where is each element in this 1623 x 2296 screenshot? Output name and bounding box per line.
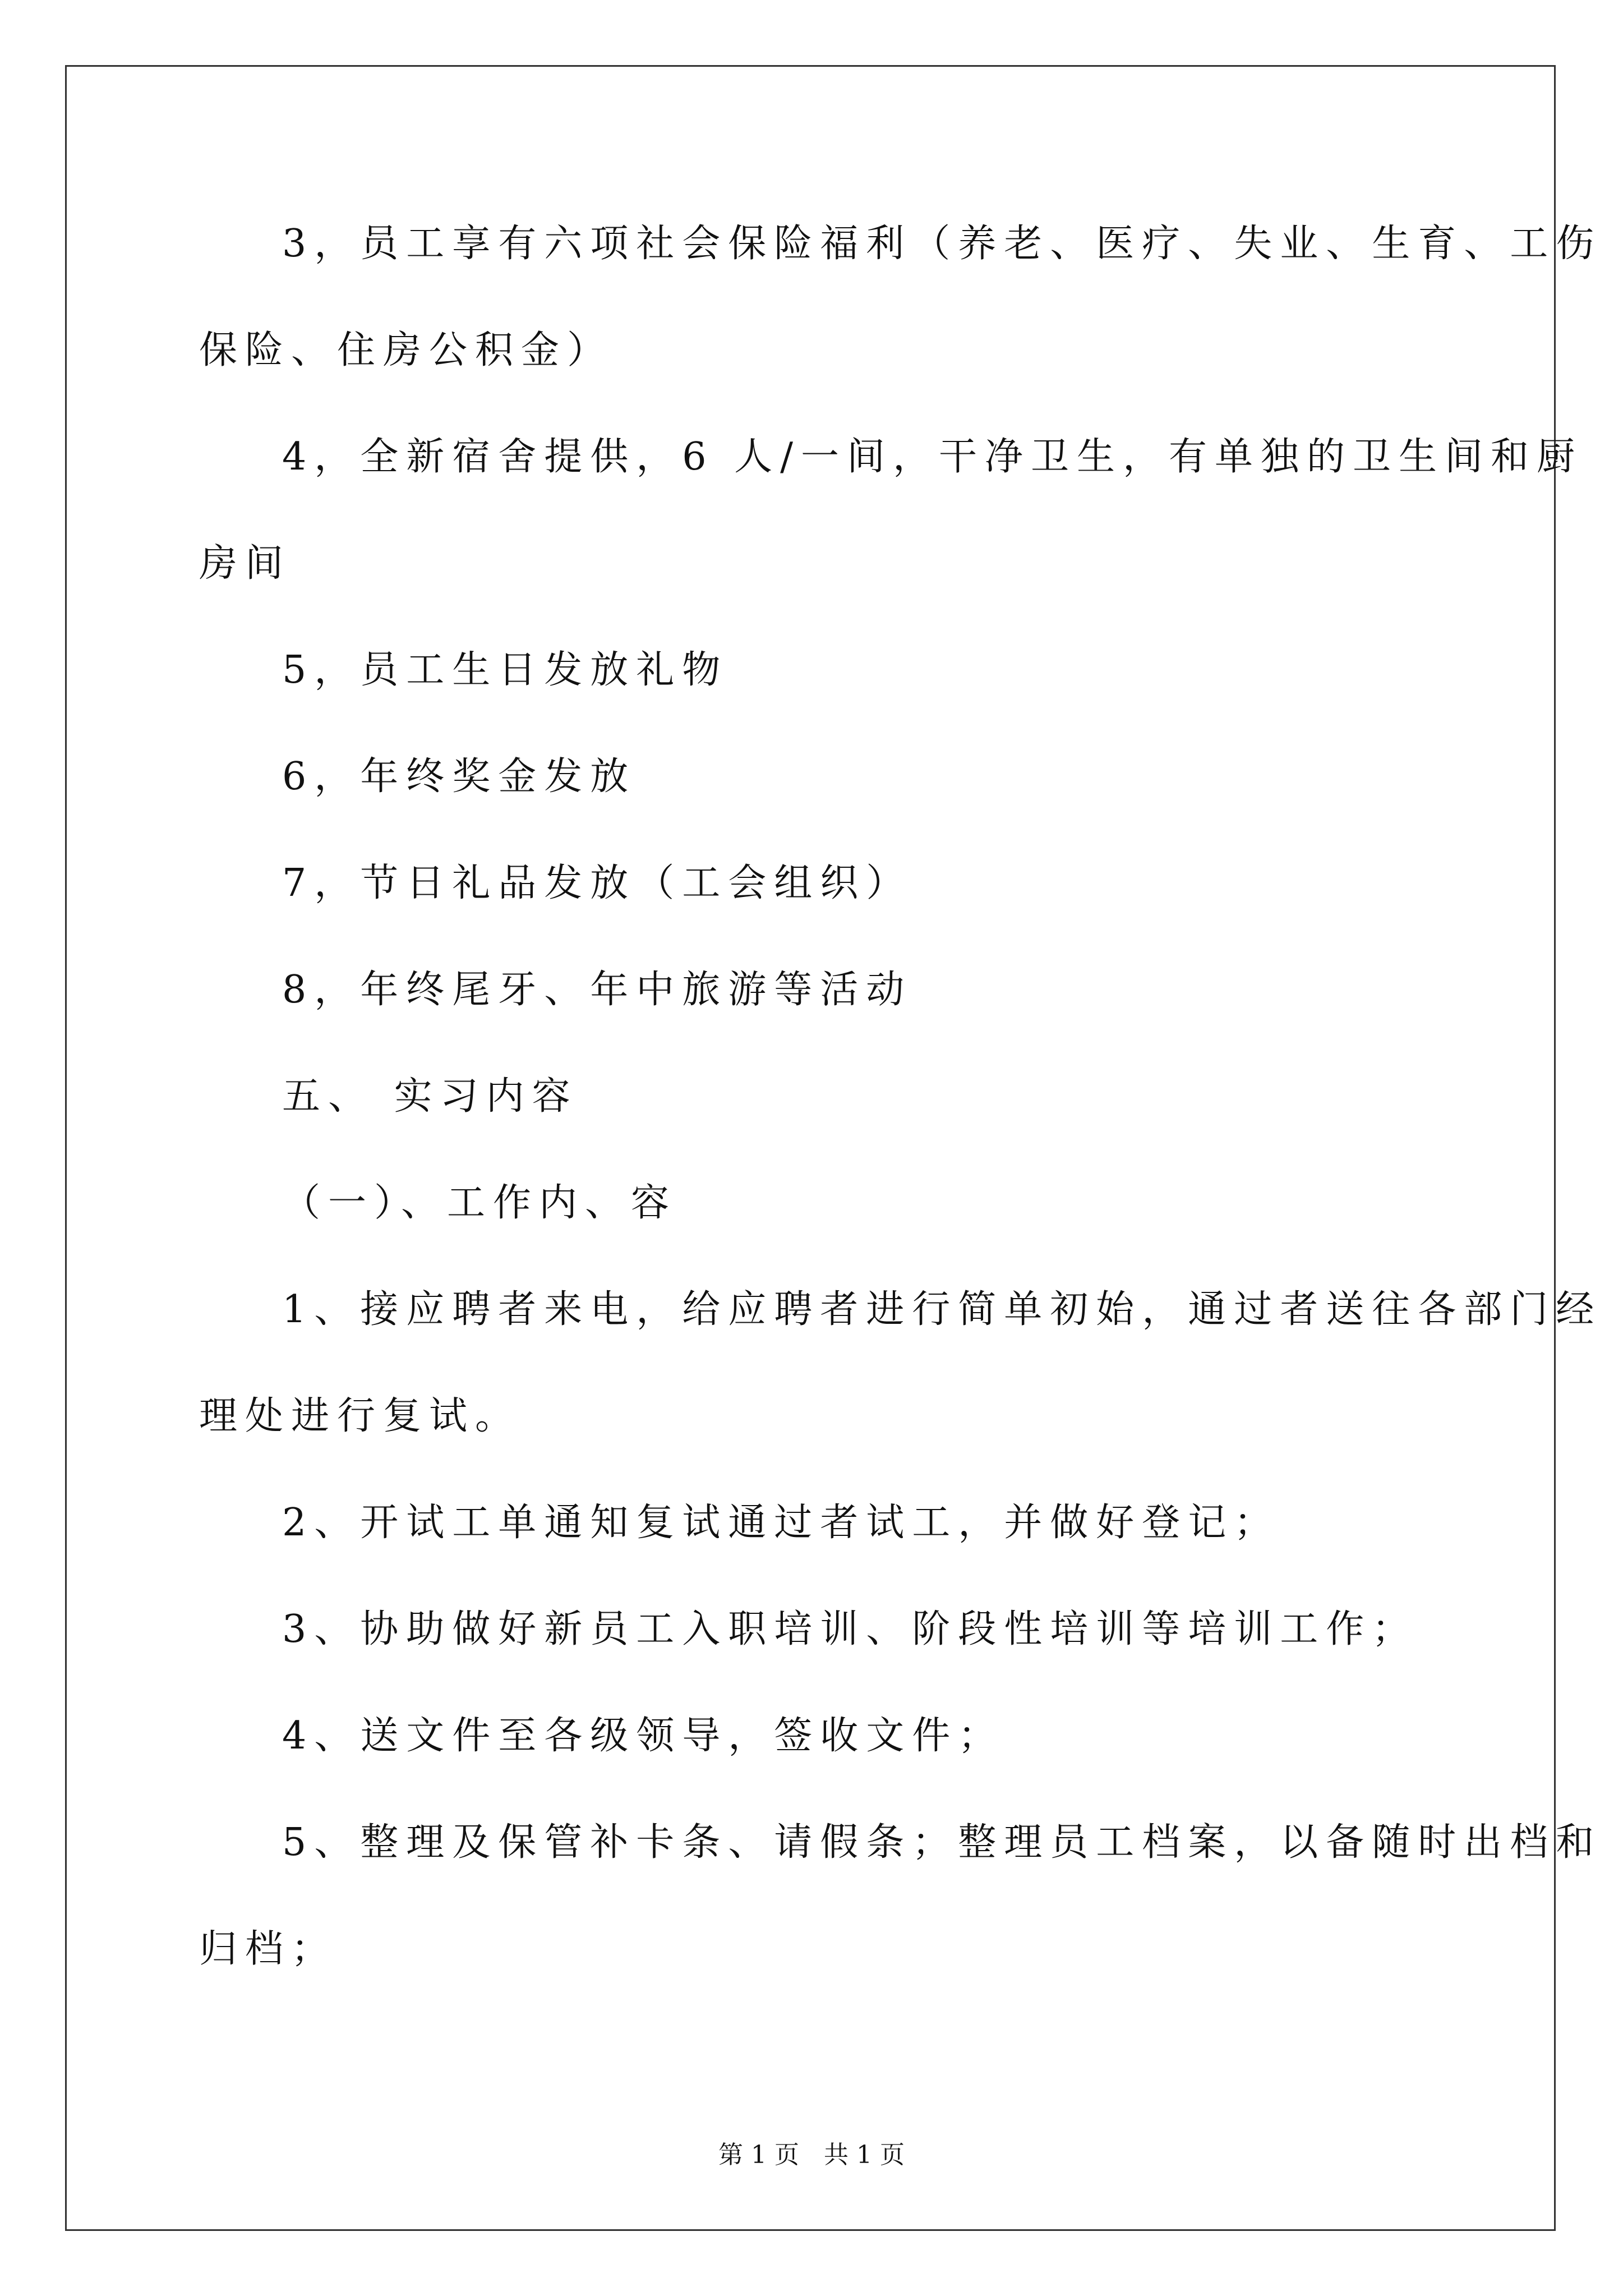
page-frame xyxy=(65,65,1556,2231)
paragraph-task-5: 5、整理及保管补卡条、请假条；整理员工档案，以备随时出档和 xyxy=(282,1820,1602,1865)
page-footer: 第 1 页 共 1 页 xyxy=(718,2141,905,2169)
paragraph-benefit-7: 7，节日礼品发放（工会组织） xyxy=(282,861,912,905)
paragraph-benefit-6: 6，年终奖金发放 xyxy=(282,754,637,799)
subsection-heading-work: （一）、工作内、容 xyxy=(282,1181,677,1225)
paragraph-benefit-8: 8，年终尾牙、年中旅游等活动 xyxy=(282,968,912,1012)
paragraph-task-4: 4、送文件至各级领导，签收文件； xyxy=(282,1714,1004,1758)
paragraph-task-5-cont: 归档； xyxy=(199,1927,338,1971)
paragraph-benefit-3-cont: 保险、住房公积金） xyxy=(199,328,614,372)
paragraph-task-2: 2、开试工单通知复试通过者试工，并做好登记； xyxy=(282,1501,1280,1545)
paragraph-benefit-4-cont: 房间 xyxy=(199,541,292,586)
paragraph-task-1: 1、接应聘者来电，给应聘者进行简单初始，通过者送往各部门经 xyxy=(282,1287,1602,1332)
section-heading-internship: 五、 实习内容 xyxy=(282,1074,578,1119)
paragraph-task-1-cont: 理处进行复试。 xyxy=(199,1394,522,1438)
paragraph-benefit-4: 4，全新宿舍提供，6 人/一间，干净卫生，有单独的卫生间和厨 xyxy=(282,435,1583,479)
paragraph-benefit-5: 5，员工生日发放礼物 xyxy=(282,648,728,692)
paragraph-task-3: 3、协助做好新员工入职培训、阶段性培训等培训工作； xyxy=(282,1607,1418,1651)
paragraph-benefit-3: 3，员工享有六项社会保险福利（养老、医疗、失业、生育、工伤 xyxy=(282,222,1602,266)
